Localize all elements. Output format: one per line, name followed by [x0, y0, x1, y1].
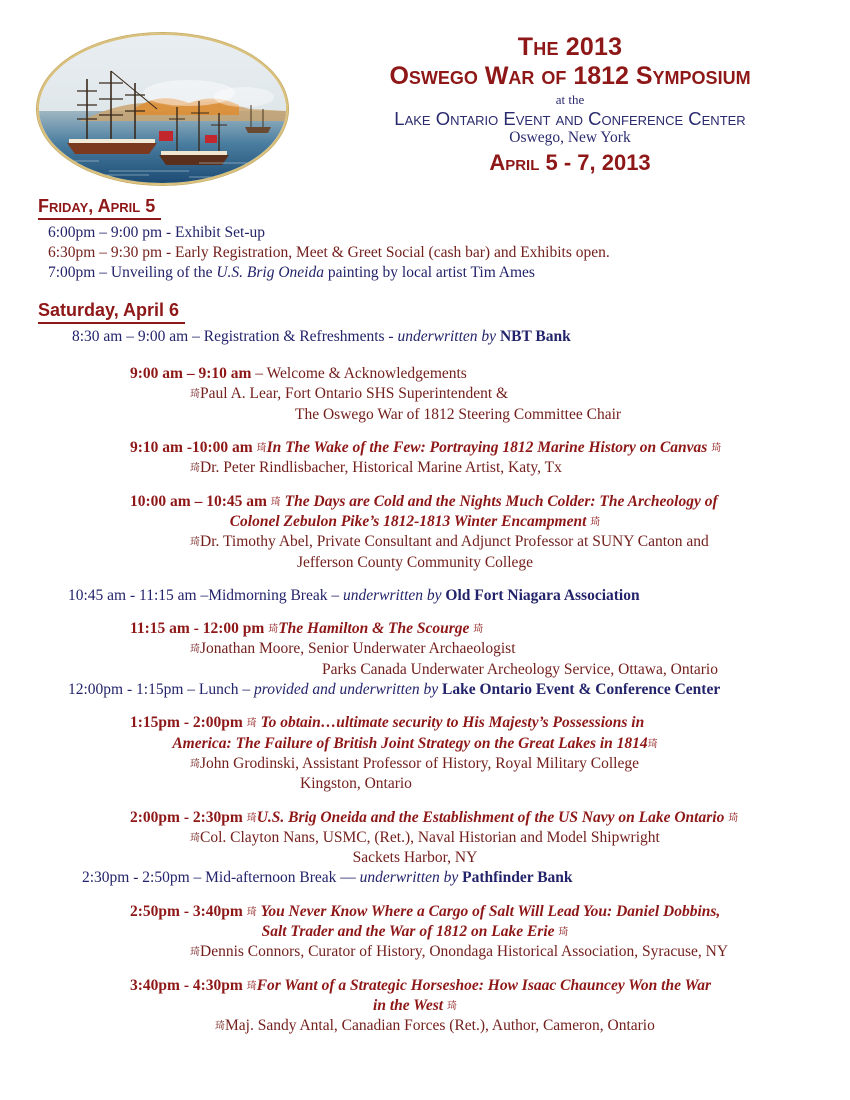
session-row-6 — [0, 976, 850, 996]
spacer-7 — [0, 795, 850, 808]
session-speaker-text-0-0: Dr. Peter Rindlisbacher, Historical Marine Artist, Katy, Tx — [200, 459, 562, 477]
spacer-friday-saturday — [0, 283, 850, 299]
welcome-row — [0, 364, 850, 384]
venue-name: Lake Ontario Event and Conference Center — [394, 108, 746, 130]
session-title-3-0: To obtain…ultimate security to His Majesty’s Possessions in — [260, 714, 645, 732]
friday-entry-unveiling — [0, 263, 850, 283]
welcome-speaker-text-2: The Oswego War of 1812 Steering Committee Chair — [295, 405, 622, 423]
session-row-0 — [0, 438, 850, 458]
welcome-speaker-line-1 — [0, 384, 850, 404]
session-row-3 — [0, 713, 850, 733]
session-row-4 — [0, 808, 850, 828]
session-speaker-2-1 — [0, 660, 850, 680]
session-speaker-text-4-0: Col. Clayton Nans, USMC, (Ret.), Naval Historian and Model Shipwright — [200, 828, 660, 846]
bullet-icon: 琦 — [270, 496, 281, 508]
session-title-line-1-1 — [0, 512, 850, 532]
document-header — [0, 0, 850, 195]
spacer-5 — [0, 606, 850, 619]
break-midmorning-row — [0, 586, 850, 606]
bullet-icon: 琦 — [190, 758, 200, 770]
registration-time: 8:30 am – 9:00 am — [72, 327, 189, 345]
friday-text-2: - Early Registration, Meet & Greet Social (cash bar) and Exhibits open. — [162, 243, 610, 261]
session-time-5: 2:50pm - 3:40pm — [130, 902, 243, 920]
friday-time-3: 7:00pm – — [48, 264, 111, 282]
session-title-3-1: America: The Failure of British Joint Strategy on the Great Lakes in 1814 — [172, 734, 648, 752]
bullet-icon: 琦 — [246, 812, 257, 824]
friday-entry-exhibit-setup — [0, 223, 850, 243]
break-lunch-underwritten: provided and underwritten by — [254, 681, 442, 699]
spacer-9 — [0, 963, 850, 976]
session-time-2: 11:15 am - 12:00 pm — [130, 620, 265, 638]
session-title-line-5-1 — [0, 922, 850, 942]
break-afternoon-row — [0, 868, 850, 888]
session-speaker-text-2-0: Jonathan Moore, Senior Underwater Archaeologist — [200, 640, 516, 658]
bullet-icon: 琦 — [246, 980, 257, 992]
bullet-icon: 琦 — [190, 832, 200, 844]
session-speaker-5-0 — [0, 942, 850, 962]
spacer-3 — [0, 479, 850, 492]
break-afternoon-dash: — — [336, 869, 360, 887]
session-speaker-text-6-0: Maj. Sandy Antal, Canadian Forces (Ret.), Author, Cameron, Ontario — [225, 1017, 655, 1035]
saturday-registration-row — [0, 327, 850, 347]
title-block — [300, 34, 840, 174]
friday-entry-early-registration — [0, 243, 850, 263]
friday-text-3-post: painting by local artist Tim Ames — [323, 264, 535, 282]
bullet-icon: 琦 — [246, 906, 257, 918]
break-midmorning-sponsor: Old Fort Niagara Association — [445, 586, 640, 604]
session-title-1-1: Colonel Zebulon Pike’s 1812-1813 Winter Encampment — [229, 512, 587, 530]
break-lunch-sep: – — [183, 681, 199, 699]
spacer-1 — [0, 347, 850, 364]
session-speaker-text-4-1: Sackets Harbor, NY — [352, 849, 478, 867]
bullet-icon: 琦 — [190, 463, 200, 475]
bullet-icon: 琦 — [473, 624, 484, 636]
session-speaker-text-1-1: Jefferson County Community College — [296, 553, 534, 571]
bullet-icon: 琦 — [558, 927, 569, 939]
symposium-year-title: The 2013 — [517, 33, 623, 61]
session-time-1: 10:00 am – 10:45 am — [130, 492, 267, 510]
break-afternoon-time: 2:30pm - 2:50pm — [82, 869, 190, 887]
bullet-icon: 琦 — [190, 947, 200, 959]
session-speaker-text-5-0: Dennis Connors, Curator of History, Onondaga Historical Association, Syracuse, NY — [200, 943, 729, 961]
session-time-0: 9:10 am -10:00 am — [130, 439, 253, 457]
venue-city: Oswego, New York — [509, 129, 631, 146]
break-afternoon-sep: – — [189, 869, 206, 887]
session-speaker-4-0 — [0, 828, 850, 848]
event-dates: April 5 - 7, 2013 — [489, 149, 651, 175]
bullet-icon: 琦 — [590, 516, 601, 528]
session-speaker-2-0 — [0, 639, 850, 659]
break-midmorning-label: Midmorning Break — [208, 586, 328, 604]
day-heading-friday — [38, 195, 161, 220]
session-title-4-0: U.S. Brig Oneida and the Establishment of the US Navy on Lake Ontario — [256, 808, 725, 826]
bullet-icon: 琦 — [446, 1000, 457, 1012]
symposium-name-title: Oswego War of 1812 Symposium — [389, 62, 751, 90]
day-heading-friday-label: Friday, April 5 — [38, 196, 156, 216]
bullet-icon: 琦 — [246, 718, 257, 730]
welcome-speaker-line-2 — [0, 405, 850, 425]
session-title-1-0: The Days are Cold and the Nights Much Colder: The Archeology of — [284, 492, 718, 510]
session-row-2 — [0, 619, 850, 639]
registration-sep: – — [188, 327, 204, 345]
break-afternoon-underwritten: underwritten by — [359, 869, 463, 887]
session-speaker-text-1-0: Dr. Timothy Abel, Private Consultant and Adjunct Professor at SUNY Canton and — [200, 533, 709, 551]
break-lunch-dash: – — [238, 681, 254, 699]
session-time-4: 2:00pm - 2:30pm — [130, 808, 243, 826]
spacer-4 — [0, 573, 850, 586]
registration-underwritten: underwritten by — [397, 327, 500, 345]
day-heading-saturday-label: Saturday, April 6 — [38, 300, 180, 321]
bullet-icon: 琦 — [215, 1021, 225, 1033]
session-row-1 — [0, 492, 850, 512]
friday-time-1: 6:00pm – 9:00 pm — [48, 223, 163, 241]
session-speaker-text-3-1: Kingston, Ontario — [300, 775, 412, 793]
session-title-line-3-1 — [0, 734, 850, 754]
break-midmorning-sep: – — [196, 586, 209, 604]
session-title-2-0: The Hamilton & The Scourge — [278, 620, 470, 638]
friday-text-3-italic: U.S. Brig Oneida — [216, 264, 324, 282]
break-afternoon-sponsor: Pathfinder Bank — [462, 869, 573, 887]
bullet-icon: 琦 — [190, 389, 200, 401]
session-title-5-0: You Never Know Where a Cargo of Salt Will Lead You: Daniel Dobbins, — [260, 902, 721, 920]
break-lunch-row — [0, 680, 850, 700]
session-speaker-text-3-0: John Grodinski, Assistant Professor of History, Royal Military College — [200, 754, 640, 772]
bullet-icon: 琦 — [268, 624, 279, 636]
welcome-time: 9:00 am – 9:10 am — [130, 365, 252, 383]
registration-sponsor: NBT Bank — [499, 327, 571, 345]
break-lunch-time: 12:00pm - 1:15pm — [68, 681, 184, 699]
naval-battle-painting-oval — [37, 33, 288, 185]
break-lunch-sponsor: Lake Ontario Event & Conference Center — [441, 681, 721, 699]
bullet-icon: 琦 — [256, 443, 267, 455]
session-speaker-1-0 — [0, 532, 850, 552]
welcome-speaker-text-1: Paul A. Lear, Fort Ontario SHS Superintendent & — [200, 385, 509, 403]
bullet-icon: 琦 — [647, 738, 658, 750]
break-lunch-label: Lunch — [198, 681, 239, 699]
saturday-schedule — [0, 327, 850, 1037]
friday-text-3-pre: Unveiling of the — [110, 264, 217, 282]
break-afternoon-label: Mid-afternoon Break — [205, 869, 337, 887]
friday-schedule — [0, 223, 850, 284]
bullet-icon: 琦 — [190, 644, 200, 656]
break-midmorning-time: 10:45 am - 11:15 am — [68, 586, 197, 604]
friday-time-2: 6:30pm – 9:30 pm — [48, 243, 163, 261]
session-time-6: 3:40pm - 4:30pm — [130, 976, 243, 994]
spacer-6 — [0, 700, 850, 713]
session-speaker-6-0 — [0, 1016, 850, 1036]
bullet-icon: 琦 — [728, 812, 739, 824]
spacer-8 — [0, 889, 850, 902]
session-speaker-3-0 — [0, 754, 850, 774]
spacer-2 — [0, 425, 850, 438]
bullet-icon: 琦 — [190, 537, 200, 549]
session-title-6-0: For Want of a Strategic Horseshoe: How Isaac Chauncey Won the War — [256, 976, 711, 994]
session-speaker-3-1 — [0, 774, 850, 794]
at-the-label: at the — [555, 92, 585, 107]
session-speaker-text-2-1: Parks Canada Underwater Archeology Service, Ottawa, Ontario — [322, 660, 718, 678]
session-title-0-0: In The Wake of the Few: Portraying 1812 Marine History on Canvas — [266, 439, 708, 457]
break-midmorning-underwritten: underwritten by — [342, 586, 446, 604]
welcome-title: Welcome & Acknowledgements — [266, 365, 467, 383]
bullet-icon: 琦 — [711, 443, 722, 455]
day-heading-saturday — [38, 299, 185, 324]
session-title-5-1: Salt Trader and the War of 1812 on Lake Erie — [261, 923, 555, 941]
session-speaker-1-1 — [0, 553, 850, 573]
session-time-3: 1:15pm - 2:00pm — [130, 714, 243, 732]
session-speaker-4-1 — [0, 848, 850, 868]
session-title-6-1: in the West — [373, 996, 444, 1014]
break-midmorning-dash: – — [327, 586, 343, 604]
registration-label: Registration & Refreshments - — [203, 327, 398, 345]
friday-text-1: - Exhibit Set-up — [162, 223, 266, 241]
session-title-line-6-1 — [0, 996, 850, 1016]
session-row-5 — [0, 902, 850, 922]
session-speaker-0-0 — [0, 458, 850, 478]
welcome-sep: – — [251, 365, 267, 383]
